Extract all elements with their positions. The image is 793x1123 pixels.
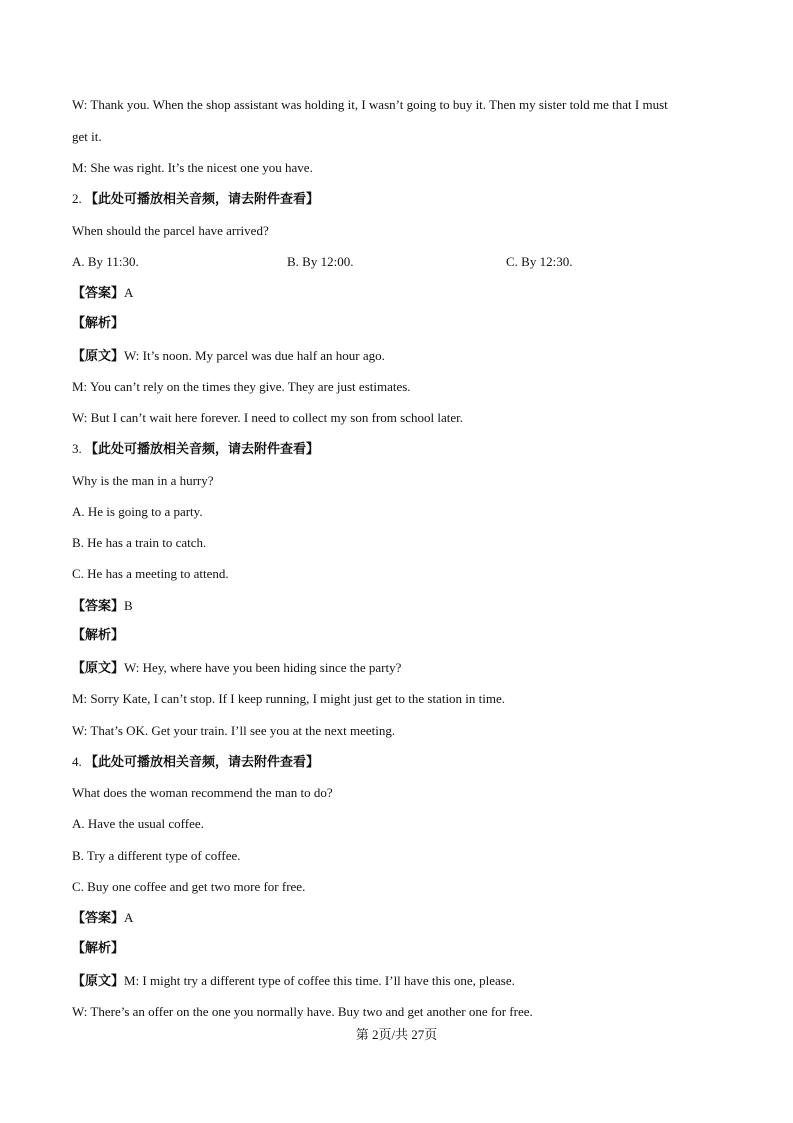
transcript-line [72,660,401,677]
audio-note: 【此处可播放相关音频，请去附件查看】 [85,192,320,207]
question-number: 3. [72,441,82,456]
answer-line [72,285,133,302]
option-c: C. He has a meeting to attend. [72,566,229,581]
option-c: C. By 12:30. [506,254,573,269]
answer-tag: 【答案】 [72,599,125,614]
dialogue-line: W: There’s an offer on the one you normally have. Buy two and get another one for free. [72,1004,533,1019]
answer-tag: 【答案】 [72,286,125,301]
explanation-tag: 【解析】 [72,316,125,331]
dialogue-line: W: Thank you. When the shop assistant was holding it, I wasn’t going to buy it. Then my sister told me that I must [72,97,668,112]
page-footer: 第 2页/共 27页 [355,1027,438,1042]
option-b: B. By 12:00. [287,254,354,269]
question-header [72,191,319,208]
answer-line [72,910,133,927]
answer-value: A [124,910,134,925]
transcript-line [72,973,515,990]
dialogue-line: M: You can’t rely on the times they give. They are just estimates. [72,379,411,394]
question-text: When should the parcel have arrived? [72,223,269,238]
transcript-tag: 【原文】 [72,661,125,676]
answer-value: A [124,285,134,300]
audio-note: 【此处可播放相关音频，请去附件查看】 [85,442,320,457]
transcript-text: W: It’s noon. My parcel was due half an hour ago. [124,348,385,363]
question-text: Why is the man in a hurry? [72,473,214,488]
question-header [72,441,319,458]
dialogue-line: M: She was right. It’s the nicest one you have. [72,160,313,175]
transcript-line [72,348,385,365]
dialogue-line: W: That’s OK. Get your train. I’ll see you at the next meeting. [72,723,396,738]
option-a: A. Have the usual coffee. [72,816,204,831]
question-text: What does the woman recommend the man to do? [72,785,333,800]
dialogue-line: M: Sorry Kate, I can’t stop. If I keep running, I might just get to the station in time. [72,691,506,706]
transcript-text: M: I might try a different type of coffee this time. I’ll have this one, please. [124,973,515,988]
option-a: A. By 11:30. [72,254,139,269]
audio-note: 【此处可播放相关音频，请去附件查看】 [85,755,320,770]
option-c: C. Buy one coffee and get two more for free. [72,879,306,894]
transcript-tag: 【原文】 [72,349,125,364]
option-b: B. He has a train to catch. [72,535,207,550]
question-header [72,754,319,771]
answer-tag: 【答案】 [72,911,125,926]
transcript-text: W: Hey, where have you been hiding since the party? [124,660,402,675]
option-b: B. Try a different type of coffee. [72,848,241,863]
explanation-tag: 【解析】 [72,628,125,643]
question-number: 2. [72,191,82,206]
dialogue-line: get it. [72,129,102,144]
transcript-tag: 【原文】 [72,974,125,989]
option-a: A. He is going to a party. [72,504,203,519]
dialogue-line: W: But I can’t wait here forever. I need to collect my son from school later. [72,410,463,425]
question-number: 4. [72,754,82,769]
answer-value: B [124,598,133,613]
answer-line [72,598,133,615]
explanation-tag: 【解析】 [72,941,125,956]
